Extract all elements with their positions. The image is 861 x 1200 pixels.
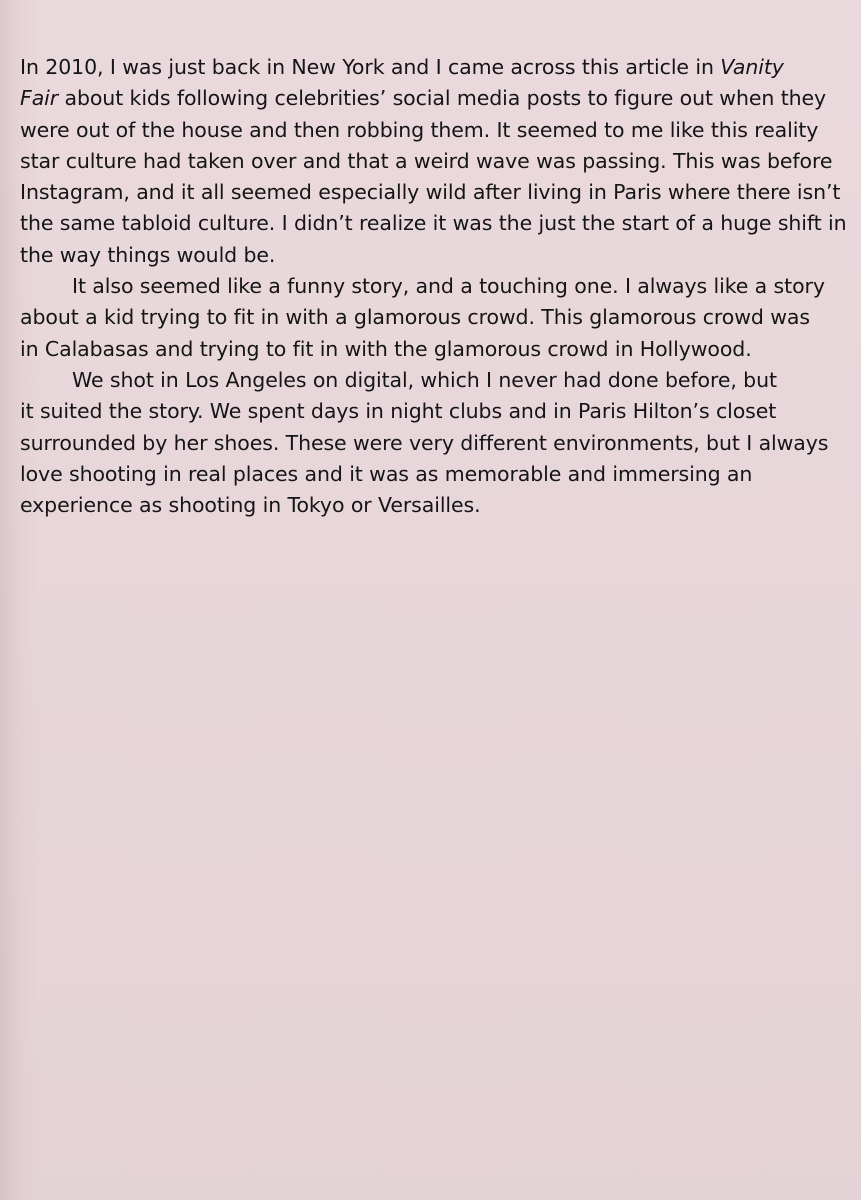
- text-line-5: Instagram, and it all seemed especially wild after living in Paris where there isn’t: [20, 180, 841, 205]
- text-line-3: were out of the house and then robbing them. It seemed to me like this reality: [20, 117, 819, 142]
- text-line-9: about a kid trying to fit in with a glamorous crowd. This glamorous crowd was: [20, 305, 810, 330]
- text-line-11: We shot in Los Angeles on digital, which I never had done before, but: [72, 367, 777, 392]
- text-line-13: surrounded by her shoes. These were very different environments, but I always: [20, 430, 829, 455]
- text-line-10: in Calabasas and trying to fit in with the glamorous crowd in Hollywood.: [20, 336, 752, 361]
- text-line-2: [20, 83, 860, 114]
- text-line-7: the way things would be.: [20, 242, 276, 267]
- text-line-15: experience as shooting in Tokyo or Versailles.: [20, 493, 481, 518]
- text-line-4: star culture had taken over and that a weird wave was passing. This was before: [20, 148, 833, 173]
- text-line-14: love shooting in real places and it was as memorable and immersing an: [20, 461, 753, 486]
- magazine-title-vanity: Vanity: [720, 55, 784, 79]
- text-line-6: the same tabloid culture. I didn’t realize it was the just the start of a huge shift in: [20, 211, 847, 236]
- magazine-title-fair: Fair: [20, 86, 59, 111]
- text-line-12: it suited the story. We spent days in night clubs and in Paris Hilton’s closet: [20, 399, 777, 424]
- text-line-1: [20, 52, 860, 83]
- text-line-8: It also seemed like a funny story, and a touching one. I always like a story: [72, 274, 825, 299]
- line-1-text-start: In 2010, I was just back in New York and I came across this article in: [20, 55, 721, 79]
- document-text: [20, 52, 860, 521]
- line-2-text: about kids following celebrities’ social media posts to figure out when they: [58, 86, 827, 111]
